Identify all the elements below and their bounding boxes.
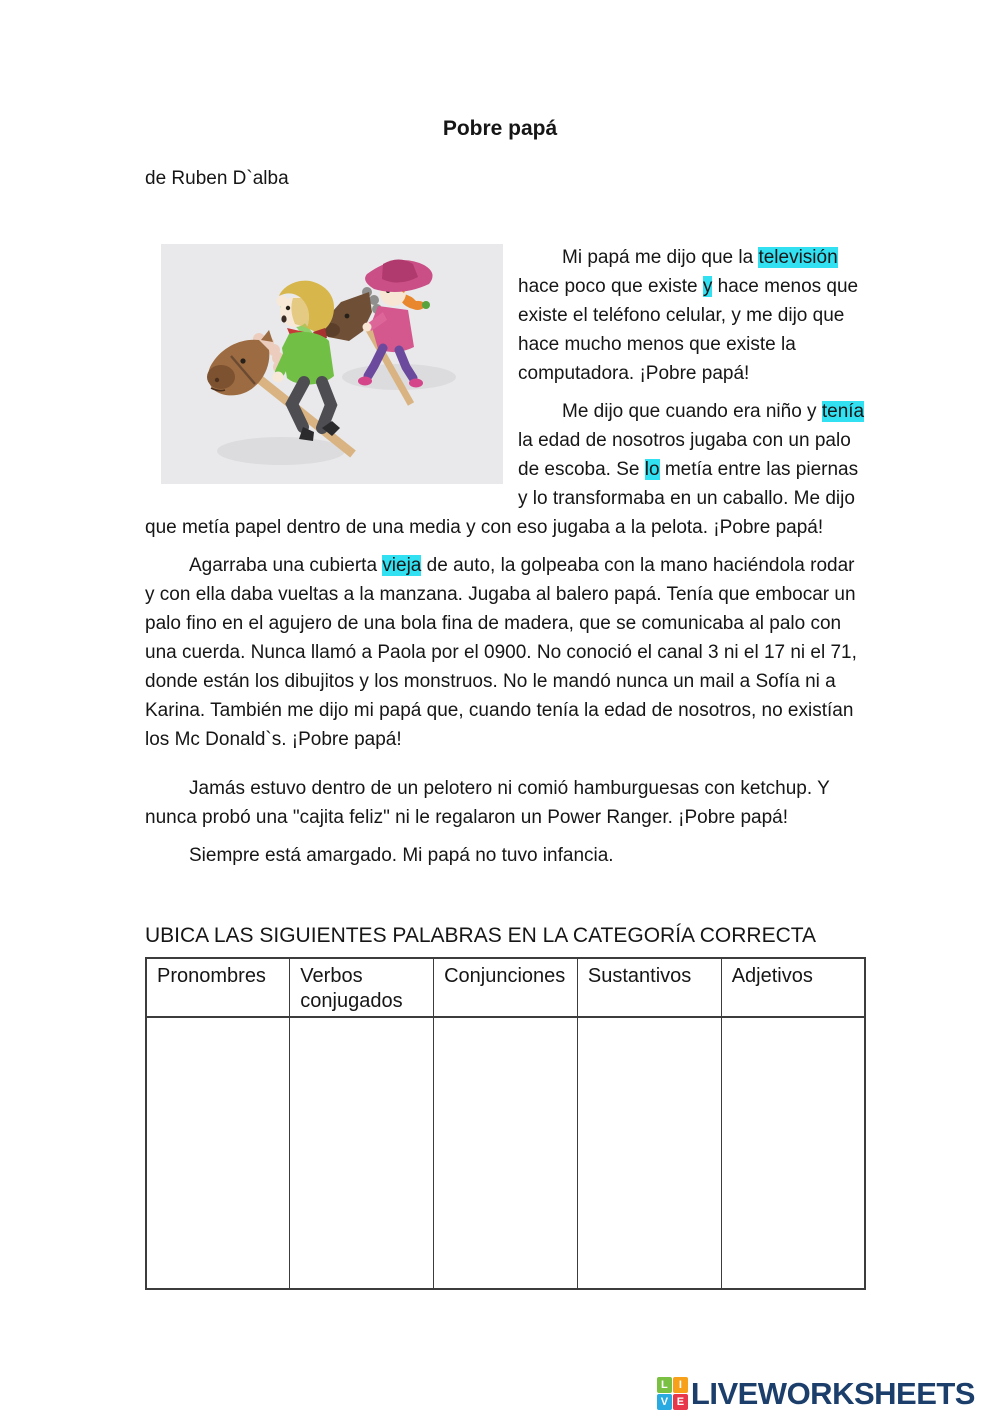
- stick-horses-illustration: [161, 244, 503, 484]
- table-header-row: [146, 958, 865, 1017]
- answer-cell-conjunciones[interactable]: [434, 1017, 578, 1289]
- answer-cell-verbos-conjugados[interactable]: [290, 1017, 434, 1289]
- liveworksheets-logo-icon: [657, 1377, 688, 1410]
- logo-square-e: E: [673, 1394, 688, 1410]
- boy-shadow: [217, 437, 345, 465]
- text-segment: metía entre las piernas y lo transformaba en un caballo. Me dijo que metía papel dentro de una media y con eso jugaba a la pelota. ¡Pobre papá!: [145, 459, 859, 538]
- highlighted-word[interactable]: televisión: [758, 247, 838, 268]
- page-title: Pobre papá: [442, 117, 558, 140]
- text-segment: Jamás estuvo dentro de un pelotero ni comió hamburguesas con ketchup. Y nunca probó una "cajita feliz" ni le regalaron un Power Ranger. ¡Pobre papá!: [145, 778, 830, 828]
- highlighted-word[interactable]: vieja: [382, 555, 422, 576]
- reading-text: [145, 243, 866, 879]
- activity-instruction: UBICA LAS SIGUIENTES PALABRAS EN LA CATEGORÍA CORRECTA: [145, 924, 817, 947]
- highlighted-word[interactable]: y: [702, 276, 713, 297]
- liveworksheets-logo: [657, 1377, 975, 1410]
- text-segment: la edad de nosotros jugaba con un palo de escoba. Se: [518, 430, 851, 480]
- column-header-sustantivos: Sustantivos: [577, 958, 721, 1017]
- column-header-verbos-conjugados: Verbos conjugados: [290, 958, 434, 1017]
- column-header-conjunciones: Conjunciones: [434, 958, 578, 1017]
- text-segment: de auto, la golpeaba con la mano haciéndola rodar y con ella daba vueltas a la manzana. Jugaba al balero papá. Tenía que embocar un palo fino en el agujero de una bola fina de madera, que se comunicaba al palo con una cuerda. Nunca llamó a Paola por el 0900. No conoció el canal 3 ni el 17 ni el 71, donde están los dibujitos y los monstruos. No le mandó nunca un mail a Sofía ni a Karina. También me dijo mi papá que, cuando tenía la edad de nosotros, no existían los Mc Donald`s. ¡Pobre papá!: [145, 555, 857, 750]
- answer-cell-pronombres[interactable]: [146, 1017, 290, 1289]
- logo-square-i: I: [673, 1377, 688, 1393]
- paragraph-5: [145, 841, 866, 870]
- highlighted-word[interactable]: tenía: [821, 401, 865, 422]
- column-header-adjetivos: Adjetivos: [721, 958, 865, 1017]
- column-header-pronombres: Pronombres: [146, 958, 290, 1017]
- text-segment: Siempre está amargado. Mi papá no tuvo infancia.: [189, 845, 614, 866]
- paragraph-3: [145, 551, 866, 754]
- paragraph-4: [145, 774, 866, 832]
- text-segment: Mi papá me dijo que la: [562, 247, 759, 268]
- answer-cell-sustantivos[interactable]: [577, 1017, 721, 1289]
- logo-square-v: V: [657, 1394, 672, 1410]
- liveworksheets-wordmark: LIVEWORKSHEETS: [690, 1375, 975, 1411]
- text-segment: hace poco que existe: [518, 276, 703, 297]
- highlighted-word[interactable]: lo: [644, 459, 660, 480]
- word-category-table: [145, 957, 866, 1290]
- text-segment: Me dijo que cuando era niño y: [562, 401, 822, 422]
- answer-cell-adjetivos[interactable]: [721, 1017, 865, 1289]
- text-segment: hace menos que existe el teléfono celular, y me dijo que hace mucho menos que existe la computadora. ¡Pobre papá!: [518, 276, 859, 384]
- table-answer-row: [146, 1017, 865, 1289]
- text-segment: Agarraba una cubierta: [189, 555, 383, 576]
- logo-square-l: L: [657, 1377, 672, 1393]
- author-line: de Ruben D`alba: [145, 168, 289, 189]
